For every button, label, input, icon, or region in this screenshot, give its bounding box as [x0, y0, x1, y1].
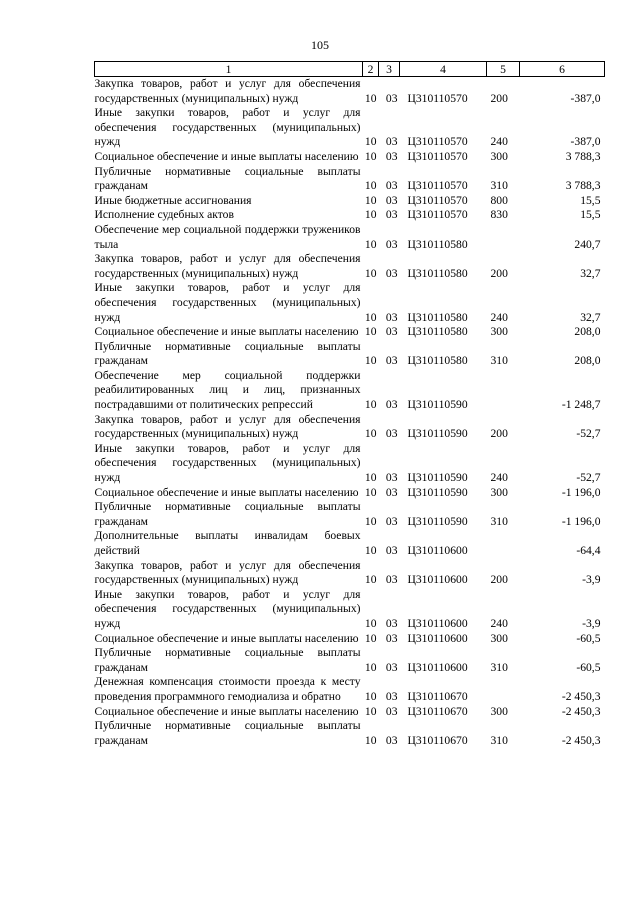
table-row [95, 719, 605, 748]
row-subsection: 03 [385, 704, 398, 718]
row-expense-kind: 300 [490, 704, 508, 718]
row-amount: -387,0 [570, 135, 601, 149]
row-subsection: 03 [385, 485, 398, 499]
header-col-1: 1 [95, 62, 363, 77]
table-row [95, 281, 605, 325]
row-amount: -52,7 [576, 427, 601, 441]
row-name: Денежная компенсация стоимости проезда к месту проведения программного гемодиализа и обратно [94, 675, 361, 703]
row-name: Иные закупки товаров, работ и услуг для обеспечения государственных (муниципальных) нужд [94, 106, 361, 149]
row-target-code: Ц310110570 [407, 135, 468, 149]
row-target-code: Ц310110580 [407, 237, 468, 251]
row-section: 10 [364, 704, 377, 718]
row-name: Публичные нормативные социальные выплаты гражданам [94, 339, 361, 368]
row-section: 10 [364, 325, 377, 339]
row-name: Закупка товаров, работ и услуг для обеспечения государственных (муниципальных) нужд [94, 558, 361, 587]
table-body [95, 77, 605, 749]
table-row [95, 150, 605, 165]
row-amount: -1 196,0 [561, 514, 601, 528]
row-subsection: 03 [385, 193, 398, 207]
row-target-code: Ц310110570 [407, 91, 468, 105]
row-expense-kind: 800 [490, 193, 508, 207]
row-amount: 32,7 [580, 310, 601, 324]
table-header [95, 62, 605, 77]
row-subsection: 03 [385, 616, 398, 630]
row-target-code: Ц310110600 [407, 631, 468, 645]
row-subsection: 03 [385, 689, 398, 703]
row-target-code: Ц310110590 [407, 471, 468, 485]
row-expense-kind [487, 369, 520, 413]
row-target-code: Ц310110670 [407, 704, 468, 718]
row-target-code: Ц310110570 [407, 179, 468, 193]
row-amount: -1 248,7 [561, 398, 601, 412]
row-section: 10 [364, 398, 377, 412]
row-subsection: 03 [385, 514, 398, 528]
row-amount: 32,7 [580, 266, 601, 280]
row-name: Иные закупки товаров, работ и услуг для обеспечения государственных (муниципальных) нужд [94, 441, 361, 485]
row-amount: -1 196,0 [561, 485, 601, 499]
row-section: 10 [364, 427, 377, 441]
row-target-code: Ц310110590 [407, 427, 468, 441]
table-row [95, 705, 605, 720]
row-amount: -2 450,3 [561, 689, 601, 703]
row-name: Социальное обеспечение и иные выплаты населению [94, 149, 359, 163]
row-name: Социальное обеспечение и иные выплаты населению [94, 704, 359, 718]
budget-table [94, 61, 605, 748]
table-row [95, 369, 605, 413]
row-subsection: 03 [385, 427, 398, 441]
row-subsection: 03 [385, 208, 398, 222]
row-expense-kind: 200 [490, 427, 508, 441]
row-name: Обеспечение мер социальной поддержки реабилитированных лиц и лиц, признанных пострадавшими от политических репрессий [94, 368, 361, 412]
row-expense-kind: 310 [490, 733, 508, 747]
row-amount: -2 450,3 [561, 733, 601, 747]
row-expense-kind: 240 [490, 616, 508, 630]
row-amount: -2 450,3 [561, 704, 601, 718]
row-target-code: Ц310110600 [407, 573, 468, 587]
table-row [95, 675, 605, 704]
row-target-code: Ц310110600 [407, 616, 468, 630]
header-col-4: 4 [400, 62, 487, 77]
header-col-3: 3 [379, 62, 400, 77]
row-expense-kind: 200 [490, 266, 508, 280]
row-target-code: Ц310110570 [407, 193, 468, 207]
row-target-code: Ц310110600 [407, 660, 468, 674]
row-expense-kind: 300 [490, 149, 508, 163]
row-subsection: 03 [385, 310, 398, 324]
row-subsection: 03 [385, 91, 398, 105]
table-row [95, 632, 605, 647]
row-section: 10 [364, 616, 377, 630]
table-row [95, 223, 605, 252]
row-target-code: Ц310110670 [407, 733, 468, 747]
table-row [95, 77, 605, 107]
row-target-code: Ц310110580 [407, 325, 468, 339]
row-subsection: 03 [385, 544, 398, 557]
row-amount: 208,0 [574, 325, 601, 339]
row-target-code: Ц310110570 [407, 208, 468, 222]
row-name: Закупка товаров, работ и услуг для обеспечения государственных (муниципальных) нужд [94, 412, 361, 441]
row-expense-kind: 310 [490, 660, 508, 674]
row-amount: -64,4 [576, 544, 601, 557]
row-expense-kind: 310 [490, 514, 508, 528]
row-amount: 3 788,3 [565, 179, 601, 193]
row-amount: -60,5 [576, 631, 601, 645]
row-target-code: Ц310110570 [407, 149, 468, 163]
row-expense-kind [487, 223, 520, 252]
row-expense-kind: 200 [490, 573, 508, 587]
table-row [95, 559, 605, 588]
row-expense-kind: 240 [490, 310, 508, 324]
row-name: Иные бюджетные ассигнования [94, 193, 252, 207]
row-amount: -52,7 [576, 471, 601, 485]
row-section: 10 [364, 660, 377, 674]
table-row [95, 165, 605, 194]
row-name: Социальное обеспечение и иные выплаты населению [94, 631, 359, 645]
row-name: Дополнительные выплаты инвалидам боевых действий [94, 529, 361, 557]
row-name: Публичные нормативные социальные выплаты гражданам [94, 719, 361, 747]
row-expense-kind [487, 675, 520, 704]
row-expense-kind: 240 [490, 135, 508, 149]
header-col-5: 5 [487, 62, 520, 77]
row-name: Закупка товаров, работ и услуг для обеспечения государственных (муниципальных) нужд [94, 77, 361, 105]
row-subsection: 03 [385, 471, 398, 485]
table-row [95, 500, 605, 529]
table-row [95, 194, 605, 209]
row-target-code: Ц310110590 [407, 514, 468, 528]
row-expense-kind: 310 [490, 354, 508, 368]
row-target-code: Ц310110670 [407, 689, 468, 703]
row-section: 10 [364, 266, 377, 280]
header-col-2: 2 [363, 62, 379, 77]
row-amount: 15,5 [580, 193, 601, 207]
row-name: Иные закупки товаров, работ и услуг для обеспечения государственных (муниципальных) нужд [94, 587, 361, 630]
row-expense-kind: 240 [490, 471, 508, 485]
row-subsection: 03 [385, 573, 398, 587]
table-row [95, 325, 605, 340]
table-row [95, 106, 605, 150]
row-expense-kind: 200 [490, 91, 508, 105]
row-amount: 15,5 [580, 208, 601, 222]
row-expense-kind: 310 [490, 179, 508, 193]
row-amount: -60,5 [576, 660, 601, 674]
table-row [95, 208, 605, 223]
row-name: Закупка товаров, работ и услуг для обеспечения государственных (муниципальных) нужд [94, 252, 361, 280]
row-section: 10 [364, 310, 377, 324]
row-expense-kind: 830 [490, 208, 508, 222]
row-section: 10 [364, 471, 377, 485]
header-col-6: 6 [520, 62, 605, 77]
row-subsection: 03 [385, 135, 398, 149]
table-row [95, 252, 605, 281]
row-subsection: 03 [385, 237, 398, 251]
row-target-code: Ц310110600 [407, 544, 468, 557]
row-target-code: Ц310110580 [407, 266, 468, 280]
row-expense-kind [487, 529, 520, 558]
row-amount: 3 788,3 [565, 149, 601, 163]
row-subsection: 03 [385, 325, 398, 339]
row-section: 10 [364, 689, 377, 703]
row-target-code: Ц310110580 [407, 354, 468, 368]
row-subsection: 03 [385, 179, 398, 193]
row-section: 10 [364, 193, 377, 207]
row-section: 10 [364, 91, 377, 105]
row-target-code: Ц310110590 [407, 398, 468, 412]
row-subsection: 03 [385, 266, 398, 280]
row-subsection: 03 [385, 631, 398, 645]
row-target-code: Ц310110590 [407, 485, 468, 499]
table-row [95, 413, 605, 442]
row-name: Иные закупки товаров, работ и услуг для обеспечения государственных (муниципальных) нужд [94, 281, 361, 324]
row-section: 10 [364, 631, 377, 645]
row-section: 10 [364, 354, 377, 368]
row-amount: -387,0 [570, 91, 601, 105]
row-section: 10 [364, 208, 377, 222]
row-target-code: Ц310110580 [407, 310, 468, 324]
page-number: 105 [311, 38, 329, 52]
row-name: Социальное обеспечение и иные выплаты населению [94, 485, 359, 499]
row-name: Публичные нормативные социальные выплаты гражданам [94, 500, 361, 528]
row-amount: -3,9 [582, 616, 601, 630]
row-amount: 240,7 [574, 237, 601, 251]
table-row [95, 588, 605, 632]
row-subsection: 03 [385, 149, 398, 163]
table-row [95, 442, 605, 486]
row-name: Публичные нормативные социальные выплаты гражданам [94, 646, 361, 674]
table-row [95, 340, 605, 369]
row-section: 10 [364, 485, 377, 499]
row-section: 10 [364, 733, 377, 747]
row-name: Социальное обеспечение и иные выплаты населению [94, 325, 359, 339]
row-amount: -3,9 [582, 573, 601, 587]
row-section: 10 [364, 149, 377, 163]
row-subsection: 03 [385, 733, 398, 747]
row-section: 10 [364, 179, 377, 193]
row-section: 10 [364, 573, 377, 587]
row-section: 10 [364, 237, 377, 251]
table-row [95, 529, 605, 558]
table-row [95, 486, 605, 501]
row-section: 10 [364, 514, 377, 528]
row-expense-kind: 300 [490, 485, 508, 499]
row-name: Исполнение судебных актов [94, 208, 234, 222]
row-name: Публичные нормативные социальные выплаты гражданам [94, 164, 361, 193]
row-expense-kind: 300 [490, 631, 508, 645]
table-row [95, 646, 605, 675]
row-subsection: 03 [385, 660, 398, 674]
row-name: Обеспечение мер социальной поддержки тружеников тыла [94, 222, 361, 251]
row-amount: 208,0 [574, 354, 601, 368]
row-section: 10 [364, 544, 377, 557]
row-subsection: 03 [385, 398, 398, 412]
row-section: 10 [364, 135, 377, 149]
row-subsection: 03 [385, 354, 398, 368]
row-expense-kind: 300 [490, 325, 508, 339]
